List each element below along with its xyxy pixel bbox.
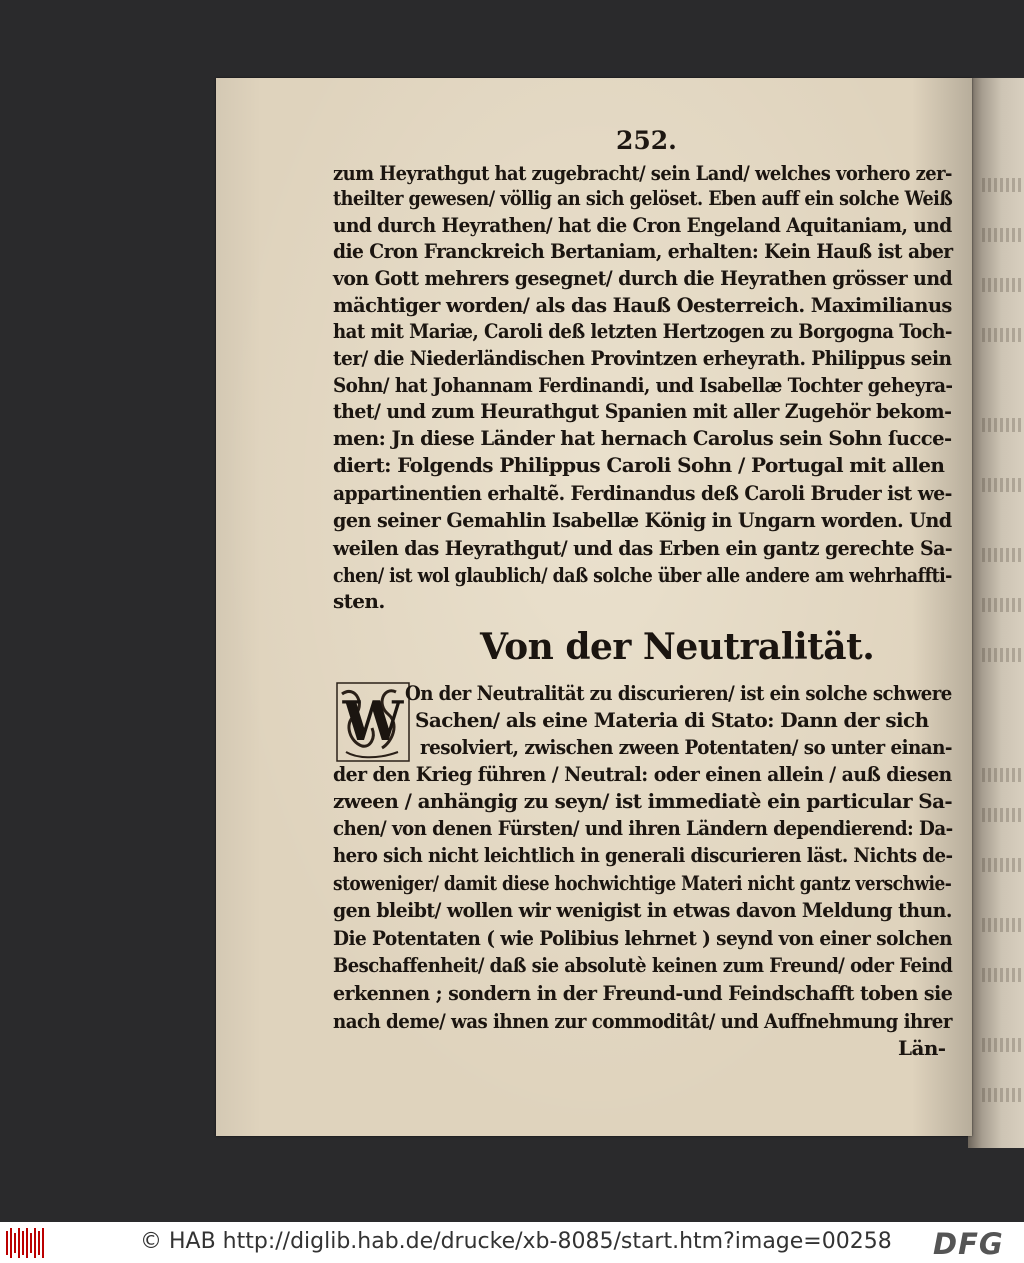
section-text-line: zween / anhängig zu seyn/ ist immediatè ein particular Sa- (333, 789, 953, 813)
bleed-through-mark (982, 768, 1022, 782)
text-line: die Cron Franckreich Bertaniam, erhalten: Kein Hauß ist aber (333, 239, 953, 263)
text-line: men: Jn diese Länder hat hernach Carolus sein Sohn ſucce- (333, 426, 952, 450)
text-line: mächtiger worden/ als das Hauß Oesterreich. Maximilianus (333, 293, 952, 317)
section-text-line: resolviert, zwischen zween Potentaten/ so unter einan- (420, 735, 952, 759)
section-text-line: Sachen/ als eine Materia di Stato: Dann der sich (415, 708, 929, 732)
section-text-line: der den Krieg führen / Neutral: oder einen allein / auß diesen (333, 762, 952, 786)
bleed-through-mark (982, 598, 1022, 612)
page-number: 252. (616, 126, 677, 155)
section-text-line: erkennen ; sondern in der Freund-und Feindschafft toben sie (333, 981, 953, 1005)
hab-logo-icon (6, 1228, 46, 1258)
bleed-through-mark (982, 228, 1022, 242)
section-text-line: Län- (898, 1036, 946, 1060)
bleed-through-mark (982, 858, 1022, 872)
text-line: thet/ und zum Heurathgut Spanien mit aller Zugehör bekom- (333, 399, 952, 423)
section-text-line: hero sich nicht leichtlich in generali discurieren läst. Nichts de- (333, 843, 953, 867)
bleed-through-mark (982, 328, 1022, 342)
text-line: Sohn/ hat Johannam Ferdinandi, und Isabellæ Tochter geheyra- (333, 373, 953, 397)
text-line: sten. (333, 589, 385, 613)
initial-ornament-icon (336, 682, 410, 762)
copyright-url[interactable]: © HAB http://diglib.hab.de/drucke/xb-8085/start.htm?image=00258 (140, 1229, 892, 1254)
footer-bar (0, 1222, 1024, 1263)
text-line: von Gott mehrers gesegnet/ durch die Heyrathen grösser und (333, 266, 953, 290)
dfg-logo: DFG (933, 1227, 1004, 1261)
text-line: ter/ die Niederländischen Provintzen erheyrath. Philippus sein (333, 346, 952, 370)
section-text-line: gen bleibt/ wollen wir wenigist in etwas davon Meldung thun. (333, 898, 952, 922)
bleed-through-mark (982, 548, 1022, 562)
section-text-line: On der Neutralität zu discurieren/ ist ein solche schwere (405, 681, 952, 705)
bleed-through-mark (982, 648, 1022, 662)
text-line: zum Heyrathgut hat zugebracht/ sein Land/ welches vorhero zer- (333, 161, 952, 185)
bleed-through-mark (982, 1088, 1022, 1102)
bleed-through-mark (982, 808, 1022, 822)
text-line: chen/ ist wol glaublich/ daß solche über alle andere am wehrhaffti- (333, 563, 952, 587)
section-text-line: Die Potentaten ( wie Polibius lehrnet ) seynd von einer solchen (333, 926, 953, 950)
bleed-through-mark (982, 1038, 1022, 1052)
decorated-initial-w (336, 682, 410, 762)
text-line: weilen das Heyrathgut/ und das Erben ein gantz gerechte Sa- (333, 536, 953, 560)
text-line: diert: Folgends Philippus Caroli Sohn / Portugal mit allen (333, 453, 945, 477)
text-line: und durch Heyrathen/ hat die Cron Engeland Aquitaniam, und (333, 213, 952, 237)
section-text-line: stoweniger/ damit diese hochwichtige Materi nicht gantz verschwie- (333, 871, 952, 895)
text-line: hat mit Mariæ, Caroli deß letzten Hertzogen zu Borgogna Toch- (333, 319, 952, 343)
adjacent-page-edge (968, 78, 1024, 1148)
section-heading: Von der Neutralität. (480, 626, 875, 668)
text-line: appartinentien erhaltẽ. Ferdinandus deß Caroli Bruder ist we- (333, 481, 952, 505)
bleed-through-mark (982, 918, 1022, 932)
bleed-through-mark (982, 178, 1022, 192)
initial-letter: W (342, 689, 404, 753)
bleed-through-mark (982, 968, 1022, 982)
bleed-through-mark (982, 478, 1022, 492)
bleed-through-mark (982, 418, 1022, 432)
text-line: theilter gewesen/ völlig an sich gelöset. Eben auff ein solche Weiß (333, 186, 953, 210)
bleed-through-mark (982, 278, 1022, 292)
section-text-line: chen/ von denen Fürsten/ und ihren Ländern dependierend: Da- (333, 816, 953, 840)
section-text-line: nach deme/ was ihnen zur commoditât/ und Auffnehmung ihrer (333, 1009, 952, 1033)
text-line: gen seiner Gemahlin Isabellæ König in Ungarn worden. Und (333, 508, 952, 532)
section-text-line: Beschaffenheit/ daß sie absolutè keinen zum Freund/ oder Feind (333, 953, 953, 977)
